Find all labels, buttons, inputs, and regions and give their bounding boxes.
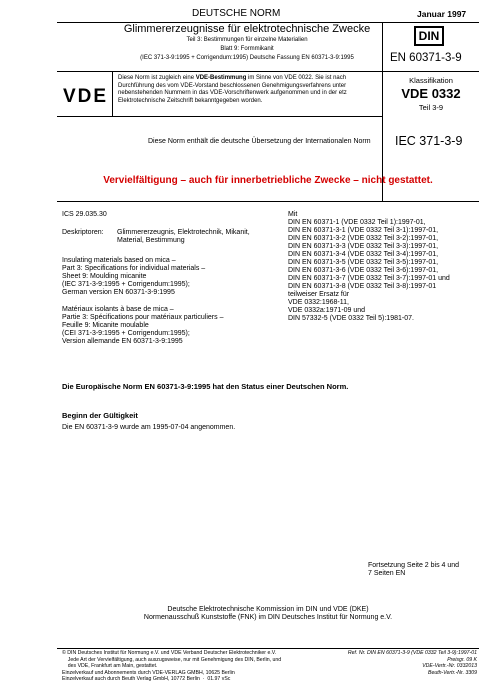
- vde-logo: VDE: [63, 86, 109, 107]
- klassifikation-label: Klassifikation: [409, 76, 453, 85]
- replacement-list: Mit DIN EN 60371-1 (VDE 0332 Teil 1):1997-01, DIN EN 60371-3-1 (VDE 0332 Teil 3-1):1997-01, DIN EN 60371-3-2 (VDE 0332 Teil 3-2):1997-01, DIN EN 60371-3-3 (VDE 0332 Teil 3-3):1997-01, DIN EN 60371-3-4 (VDE 0332 Teil 3-4):1997-01, DIN EN 60371-3-5 (VDE 0332 Teil 3-5):1997-01, DIN EN 60371-3-6 (VDE 0332 Teil 3-6):1997-01, DIN EN 60371-3-7 (VDE 0332 Teil 3-7):1997-01 und DIN EN 60371-3-8 (VDE 0332 Teil 3-8):1997-01 teilweiser Ersatz für VDE 0332:1968-11, VDE 0332a:1971-09 und DIN 57332-5 (VDE 0332 Teil 5):1981-07.: [288, 211, 450, 322]
- issue-date: Januar 1997: [417, 9, 467, 19]
- vde-statement: [118, 75, 380, 105]
- title-part: Teil 3: Bestimmungen für einzelne Materialien: [186, 37, 308, 43]
- vde-statement-bold: VDE-Bestimmung: [195, 75, 247, 81]
- continuation-note: Fortsetzung Seite 2 bis 4 und 7 Seiten EN: [368, 562, 460, 577]
- validity-text: Die EN 60371-3-9 wurde am 1995-07-04 angenommen.: [62, 424, 236, 431]
- din-number: EN 60371-3-9: [390, 52, 462, 64]
- din-logo: [414, 26, 444, 46]
- validity-heading: Beginn der Gültigkeit: [62, 411, 138, 420]
- vde-statement-pre: Diese Norm ist zugleich eine: [118, 75, 196, 81]
- ics-code: ICS 29.035.30: [62, 211, 107, 218]
- copy-warning: Vervielfältigung – auch für innerbetriebliche Zwecke – nicht gestattet.: [103, 175, 433, 186]
- deskriptoren-text: Glimmererzeugnis, Elektrotechnik, Mikanit, Material, Bestimmung: [117, 229, 250, 244]
- french-title: Matériaux isolants à base de mica – Partie 3: Spécifications pour matériaux particuliers – Feuille 9: Micanite moulable (CEI 371-3-9:1995 + Corrigendum:1995); Version allemande EN 60371-3-9:1995: [62, 306, 224, 345]
- din-logo-text: DIN: [418, 29, 440, 43]
- title-version: (IEC 371-3-9:1995 + Corrigendum:1995) Deutsche Fassung EN 60371-3-9:1995: [140, 55, 354, 61]
- klassifikation-part: Teil 3-9: [418, 103, 444, 112]
- title-sheet: Blatt 9: Formmikanit: [220, 46, 274, 52]
- english-title: Insulating materials based on mica – Part 3: Specifications for individual materials – Sheet 9: Moulding micanite (IEC 371-3-9:1995 + Corrigendum:1995); German version EN 60371-3-9:1995: [62, 257, 206, 296]
- footer-reference: Ref. Nr. DIN EN 60371-3-9 (VDE 0332 Teil 3-9):1997-01 Preisgr. 09 K VDE-Vertr.-Nr. 0332013 Beuth-Vertr.-Nr. 3309: [347, 650, 477, 676]
- deskriptoren-label: Deskriptoren:: [62, 229, 104, 236]
- document-title: Glimmererzeugnisse für elektrotechnische Zwecke: [123, 23, 371, 35]
- status-statement: Die Europäische Norm EN 60371-3-9:1995 hat den Status einer Deutschen Norm.: [62, 382, 349, 391]
- committee: Deutsche Elektrotechnische Kommission im DIN und VDE (DKE) Normenausschuß Kunststoffe (FNK) im DIN Deutsches Institut für Normung e.V.: [143, 606, 393, 621]
- norm-label: DEUTSCHE NORM: [192, 8, 281, 19]
- footer-copyright: © DIN Deutsches Institut für Normung e.V. und VDE Verband Deutscher Elektrotechniker e.V. Jede Art der Vervielfältigung, auch auszugsweise, nur mit Genehmigung des DIN, Berlin, und des VDE, Frankfurt am Main, gestattet. Einzelverkauf und Abonnements durch VDE-VERLAG GMBH, 10625 Berlin Einzelverkauf auch durch Beuth Verlag GmbH, 10772 Berlin · 01.97 vSc: [62, 650, 282, 682]
- iec-note: Diese Norm enthält die deutsche Übersetzung der Internationalen Norm: [148, 138, 371, 145]
- vde-statement-post: im Sinne von VDE 0022. Sie ist nach Durchführung des vom VDE-Vorstand beschlossenen Genehmigungsverfahrens unter nebenstehenden Nummern in das VDE-Vorschriftenwerk aufgenommen und in der etz Elektrotechnische Zeitschrift bekanntgegeben worden.: [118, 75, 347, 104]
- klassifikation-value: VDE 0332: [401, 86, 461, 101]
- iec-number: IEC 371-3-9: [395, 134, 463, 148]
